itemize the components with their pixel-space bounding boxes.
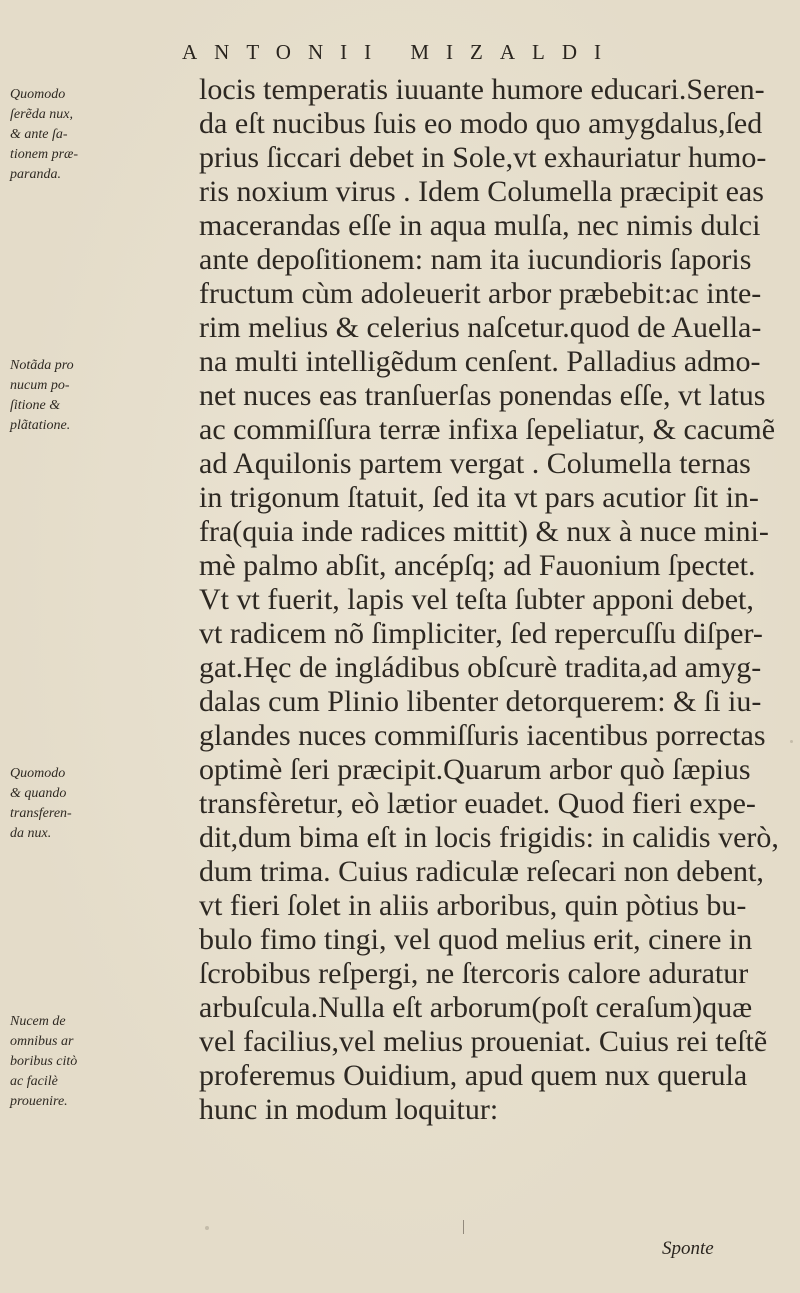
text-line: in trigonum ſtatuit, ſed ita vt pars acutior ſit in- <box>199 481 759 514</box>
gloss-line: ac facilè <box>10 1074 58 1089</box>
gloss-line: & ante ſa- <box>10 127 68 142</box>
text-line: gat.Hęc de ingládibus obſcurè tradita,ad amyg- <box>199 651 762 684</box>
gloss-line: Quomodo <box>10 766 66 781</box>
text-line: optimè ſeri præcipit.Quarum arbor quò ſæpius <box>199 753 751 786</box>
text-line: da eſt nucibus ſuis eo modo quo amygdalus,ſed <box>199 107 763 140</box>
text-line: bulo fimo tingi, vel quod melius erit, cinere in <box>199 923 753 956</box>
gloss-line: ſerẽda nux, <box>10 107 73 122</box>
text-line: ſcrobibus reſpergi, ne ſtercoris calore aduratur <box>199 957 749 990</box>
ink-speck <box>790 740 793 743</box>
gloss-line: Quomodo <box>10 87 66 102</box>
gloss-line: tionem præ- <box>10 147 79 162</box>
signature-tick <box>463 1220 464 1234</box>
gloss-line: boribus citò <box>10 1054 78 1069</box>
ink-speck <box>205 1226 209 1230</box>
text-line: vel facilius,vel melius proueniat. Cuius rei teſtẽ <box>199 1025 768 1058</box>
gloss-line: prouenire. <box>10 1094 68 1109</box>
gloss-line: omnibus ar <box>10 1034 74 1049</box>
text-line: dum trima. Cuius radiculæ reſecari non debent, <box>199 855 764 888</box>
text-line: proferemus Ouidium, apud quem nux querula <box>199 1059 748 1092</box>
text-line: ac commiſſura terræ infixa ſepeliatur, & cacumẽ <box>199 413 776 446</box>
text-line: vt radicem nõ ſimpliciter, ſed repercuſſu diſper- <box>199 617 763 650</box>
text-line: vt fieri ſolet in aliis arboribus, quin pòtius bu- <box>199 889 747 922</box>
gloss-line: ſitione & <box>10 398 61 413</box>
text-line: fra(quia inde radices mittit) & nux à nuce mini- <box>199 515 769 548</box>
gloss-line: & quando <box>10 786 67 801</box>
text-line: ad Aquilonis partem vergat . Columella ternas <box>199 447 751 480</box>
text-line: net nuces eas tranſuerſas ponendas eſſe, vt latus <box>199 379 766 412</box>
catchword: Sponte <box>662 1238 714 1259</box>
text-line: fructum cùm adoleuerit arbor præbebit:ac inte- <box>199 277 762 310</box>
text-line: transfèretur, eò lætior euadet. Quod fieri expe- <box>199 787 756 820</box>
gloss-line: nucum po- <box>10 378 70 393</box>
text-line: arbuſcula.Nulla eſt arborum(poſt ceraſum)quæ <box>199 991 753 1024</box>
text-line: mè palmo abſit, ancépſq; ad Fauonium ſpectet. <box>199 549 756 582</box>
text-line: ris noxium virus . Idem Columella præcipit eas <box>199 175 764 208</box>
text-line: rim melius & celerius naſcetur.quod de Auella- <box>199 311 762 344</box>
text-line: na multi intelligẽdum cenſent. Palladius admo- <box>199 345 761 378</box>
text-line: glandes nuces commiſſuris iacentibus porrectas <box>199 719 766 752</box>
gloss-line: Nucem de <box>10 1014 66 1029</box>
text-line: locis temperatis iuuante humore educari.Seren- <box>199 73 765 106</box>
text-line: Vt vt fuerit, lapis vel teſta ſubter apponi debet, <box>199 583 754 616</box>
text-line: prius ſiccari debet in Sole,vt exhauriatur humo- <box>199 141 767 174</box>
text-line: dit,dum bima eſt in locis frigidis: in calidis verò, <box>199 821 779 854</box>
text-line: hunc in modum loquitur: <box>199 1093 499 1126</box>
gloss-line: transferen- <box>10 806 72 821</box>
text-line: dalas cum Plinio libenter detorquerem: & ſi iu- <box>199 685 762 718</box>
text-line: macerandas eſſe in aqua mulſa, nec nimis dulci <box>199 209 761 242</box>
running-head: ANTONII MIZALDI <box>182 40 618 64</box>
text-line: ante depoſitionem: nam ita iucundioris ſaporis <box>199 243 752 276</box>
gloss-line: plãtatione. <box>10 418 71 433</box>
gloss-line: Notãda pro <box>10 358 74 373</box>
gloss-line: da nux. <box>10 826 52 841</box>
gloss-line: paranda. <box>10 167 61 182</box>
